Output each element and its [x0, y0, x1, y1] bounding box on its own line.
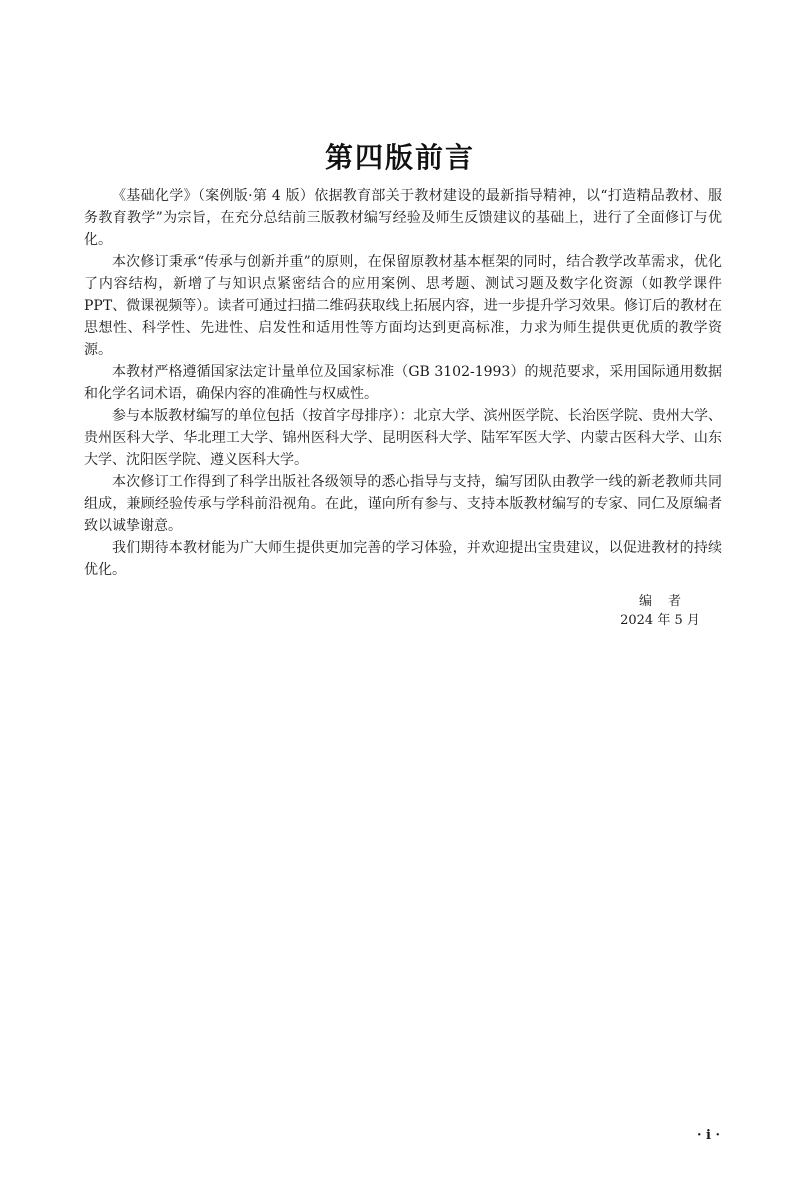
- page-title: 第四版前言: [324, 141, 475, 174]
- paragraph: 本教材严格遵循国家法定计量单位及国家标准（GB 3102-1993）的规范要求，采用国际通用数据和化学名词术语，确保内容的准确性与权威性。: [84, 364, 722, 402]
- paragraph: 本次修订工作得到了科学出版社各级领导的悉心指导与支持，编写团队由教学一线的新老教师共同组成，兼顾经验传承与学科前沿视角。在此，谨向所有参与、支持本版教材编写的专家、同仁及原编者致以诚挚谢意。: [84, 474, 722, 534]
- paragraph: 本次修订秉承“传承与创新并重”的原则，在保留原教材基本框架的同时，结合教学改革需求，优化了内容结构，新增了与知识点紧密结合的应用案例、思考题、测试习题及数字化资源（如教学课件 PPT、微课视频等）。读者可通过扫描二维码获取线上拓展内容，进一步提升学习效果。修订后的教材在思想性、科学性、先进性、启发性和适用性等方面均达到更高标准，力求为师生提供更优质的教学资源。: [84, 254, 722, 358]
- author-signature: 编者: [638, 594, 697, 609]
- paragraph: 我们期待本教材能为广大师生提供更加完善的学习体验，并欢迎提出宝贵建议，以促进教材的持续优化。: [84, 540, 722, 578]
- page-number: · i ·: [696, 1128, 720, 1143]
- paragraph: 参与本版教材编写的单位包括（按首字母排序）：北京大学、滨州医学院、长治医学院、贵州大学、贵州医科大学、华北理工大学、锦州医科大学、昆明医科大学、陆军军医大学、内蒙古医科大学、山东大学、沈阳医学院、遵义医科大学。: [84, 408, 722, 468]
- preface-body: [84, 185, 722, 581]
- paragraph: 《基础化学》（案例版·第 4 版）依据教育部关于教材建设的最新指导精神，以“打造精品教材、服务教育教学”为宗旨，在充分总结前三版教材编写经验及师生反馈建议的基础上，进行了全面修订与优化。: [84, 188, 722, 248]
- signature-block: [600, 592, 720, 630]
- signature-date: 2024 年 5 月: [620, 613, 700, 628]
